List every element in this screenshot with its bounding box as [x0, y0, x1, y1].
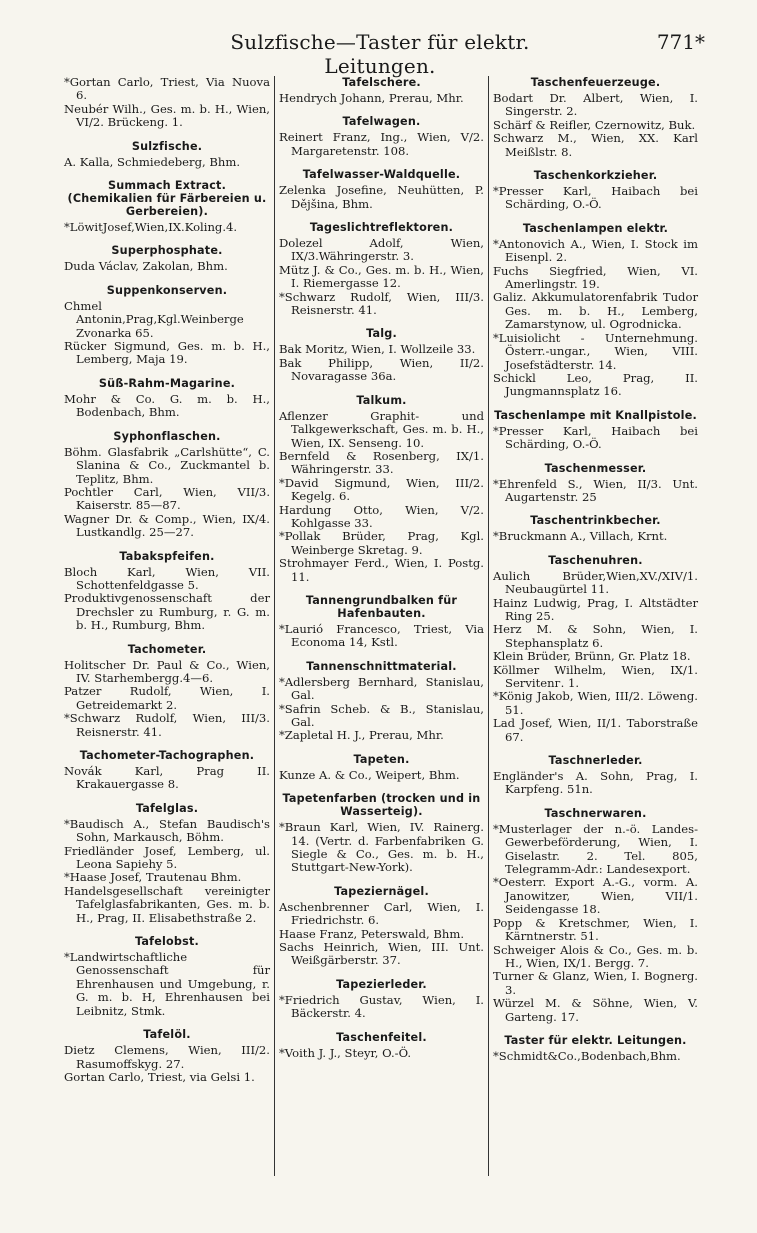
directory-entry: *Pollak Brüder, Prag, Kgl. Weinberge Skretag. 9. [279, 529, 484, 557]
directory-entry: *Bruckmann A., Villach, Krnt. [493, 529, 668, 544]
directory-entry: Schwarz M., Wien, XX. Karl Meißlstr. 8. [493, 131, 698, 159]
directory-entry: Chmel Antonin,Prag,Kgl.Weinberge Zvonarka 65. [64, 298, 244, 340]
category-heading: Taschnerleder. [548, 754, 643, 768]
directory-entry: *Schwarz Rudolf, Wien, III/3. Reisnerstr. 41. [64, 711, 270, 739]
category-heading: Tafelglas. [135, 801, 199, 815]
directory-entry: Patzer Rudolf, Wien, I. Getreidemarkt 2. [64, 684, 270, 712]
directory-entry: Engländer's A. Sohn, Prag, I. Karpfeng. 51n. [493, 769, 698, 797]
directory-entry: *Haase Josef, Trautenau Bhm. [64, 870, 242, 885]
category-heading: Süß-Rahm-Magarine. [98, 376, 236, 390]
directory-entry: Rücker Sigmund, Ges. m. b. H., Lemberg, Maja 19. [64, 339, 270, 367]
category-heading: Suppenkonserven. [106, 283, 228, 297]
directory-entry: Klein Brüder, Brünn, Gr. Platz 18. [493, 649, 691, 664]
directory-entry: Wagner Dr. & Comp., Wien, IX/4. Lustkandlg. 25—27. [64, 511, 270, 540]
category-heading: Talg. [366, 327, 397, 341]
category-heading: Tapeten. [353, 752, 410, 766]
directory-entry: Bernfeld & Rosenberg, IX/1. Währingerstr. 33. [279, 448, 484, 477]
directory-entry: Böhm. Glasfabrik „Carlshütte“, C. Slanina & Co., Zuckmantel b. Teplitz, Bhm. [64, 444, 270, 486]
category-heading: Summach Extract. (Chemikalien für Färbereien u. Gerbereien). [67, 179, 267, 219]
directory-entry: Mohr & Co. G. m. b. H., Bodenbach, Bhm. [64, 391, 270, 420]
directory-entry: *Laurió Francesco, Triest, Via Economa 14, Kstl. [279, 621, 484, 650]
directory-entry: *Antonovich A., Wien, I. Stock im Eisenpl. 2. [493, 236, 698, 265]
category-heading: Tabakspfeifen. [119, 549, 215, 563]
directory-entry: Popp & Kretschmer, Wien, I. Kärntnerstr. 51. [493, 915, 698, 944]
directory-entry: Mütz J. & Co., Ges. m. b. H., Wien, I. Riemergasse 12. [279, 262, 484, 291]
category-heading: Taster für elektr. Leitungen. [504, 1033, 687, 1047]
directory-entry: *Landwirtschaftliche Genossenschaft für Ehrenhausen und Umgebung, r. G. m. b. H, Ehrenhausen bei Leibnitz, Stmk. [64, 950, 270, 1018]
directory-entry: Zelenka Josefine, Neuhütten, P. Dějšina, Bhm. [279, 183, 484, 211]
directory-entry: Turner & Glanz, Wien, I. Bognerg. 3. [493, 969, 698, 997]
column-middle [274, 76, 488, 1176]
directory-columns [60, 76, 702, 1176]
directory-entry: Würzel M. & Söhne, Wien, V. Garteng. 17. [493, 996, 698, 1024]
directory-entry: Strohmayer Ferd., Wien, I. Postg. 11. [279, 556, 484, 584]
directory-entry: Galiz. Akkumulatorenfabrik Tudor Ges. m. b. H., Lemberg, Zamarstynow, ul. Ogrodnicka. [493, 290, 698, 332]
directory-entry: *Safrin Scheb. & B., Stanislau, Gal. [279, 701, 484, 729]
directory-entry: Holitscher Dr. Paul & Co., Wien, IV. Starhembergg.4—6. [64, 657, 270, 685]
directory-entry: Pochtler Carl, Wien, VII/3. Kaiserstr. 85—87. [64, 484, 270, 513]
category-heading: Tachometer-Tachographen. [79, 749, 255, 762]
category-heading: Syphonflaschen. [113, 429, 221, 443]
directory-entry: *David Sigmund, Wien, III/2. Kegelg. 6. [279, 475, 484, 504]
directory-entry: Friedländer Josef, Lemberg, ul. Leona Sapiehy 5. [64, 843, 270, 872]
page-number: 771* [656, 30, 705, 54]
directory-entry: Duda Václav, Zakolan, Bhm. [64, 259, 228, 274]
category-heading: Taschenuhren. [548, 553, 643, 567]
directory-entry: Dolezel Adolf, Wien, IX/3.Währingerstr. 3. [279, 236, 484, 264]
category-heading: Taschenmesser. [544, 461, 647, 475]
category-heading: Tachometer. [127, 642, 207, 656]
column-left [60, 76, 274, 1176]
directory-entry: *Voith J. J., Steyr, O.-Ö. [279, 1045, 412, 1060]
directory-entry: Herz M. & Sohn, Wien, I. Stephansplatz 6. [493, 622, 698, 650]
directory-entry: Hardung Otto, Wien, V/2. Kohlgasse 33. [279, 502, 484, 530]
directory-entry: *Baudisch A., Stefan Baudisch's Sohn, Markausch, Böhm. [64, 816, 270, 845]
directory-entry: *Schwarz Rudolf, Wien, III/3. Reisnerstr. 41. [279, 289, 484, 318]
category-heading: Tafelobst. [135, 935, 199, 949]
directory-entry: *Friedrich Gustav, Wien, I. Bäckerstr. 4. [279, 992, 484, 1021]
directory-entry: Schärf & Reifler, Czernowitz, Buk. [493, 117, 696, 132]
directory-entry: *Gortan Carlo, Triest, Via Nuova 6. [64, 75, 270, 103]
directory-entry: Köllmer Wilhelm, Wien, IX/1. Servitenг. 1. [493, 662, 698, 690]
directory-entry: Neubér Wilh., Ges. m. b. H., Wien, VI/2. Brückeng. 1. [64, 101, 270, 130]
category-heading: Taschenkorkzieher. [533, 169, 658, 183]
category-heading: Taschenlampe mit Knallpistole. [494, 408, 697, 422]
directory-entry: Produktivgenossenschaft der Drechsler zu Rumburg, r. G. m. b. H., Rumburg, Bhm. [64, 591, 270, 633]
category-heading: Tapeziernägel. [334, 884, 429, 898]
category-heading: Tafelwagen. [342, 115, 421, 129]
directory-entry: Aflenzer Graphit- und Talkgewerkschaft, Ges. m. b. H., Wien, IX. Senseng. 10. [279, 408, 484, 450]
directory-entry: *Luisiolicht - Unternehmung. Österr.-ungar., Wien, VIII. Josefstädterstr. 14. [493, 330, 698, 372]
directory-entry: Bak Philipp, Wien, II/2. Novaragasse 36a. [279, 355, 484, 384]
category-heading: Tannenschnittmaterial. [306, 659, 457, 673]
directory-entry: *Braun Karl, Wien, IV. Rainerg. 14. (Vertr. d. Farbenfabriken G. Siegle & Co., Ges. m. b. H., Stuttgart-New-York). [279, 820, 484, 875]
category-heading: Tafelwasser-Waldquelle. [302, 168, 461, 182]
directory-entry: *Presser Karl, Haibach bei Schärding, O.-Ö. [493, 184, 698, 212]
directory-entry: Handelsgesellschaft vereinigter Tafelglasfabrikanten, Ges. m. b. H., Prag, II. Elisabethstraße 2. [64, 883, 270, 925]
page-header [0, 30, 757, 78]
directory-entry: Hainz Ludwig, Prag, I. Altstädter Ring 25. [493, 595, 698, 623]
directory-entry: Sachs Heinrich, Wien, III. Unt. Weißgärberstr. 37. [279, 940, 484, 968]
running-title: Sulzfische—Taster für elektr. Leitungen. [230, 30, 530, 78]
category-heading: Tafelöl. [143, 1028, 191, 1042]
category-heading: Sulzfische. [131, 139, 203, 153]
column-right [488, 76, 702, 1176]
directory-entry: Kunze A. & Co., Weipert, Bhm. [279, 767, 460, 782]
directory-entry: Aschenbrenner Carl, Wien, I. Friedrichstr. 6. [279, 899, 484, 928]
category-heading: Taschenfeitel. [336, 1030, 427, 1044]
directory-entry: Hendrych Johann, Prerau, Mhr. [279, 91, 464, 105]
category-heading: Taschenlampen elektr. [522, 221, 669, 235]
directory-entry: Schickl Leo, Prag, II. Jungmannsplatz 16. [493, 370, 698, 399]
directory-entry: *Zapletal H. J., Prerau, Mhr. [279, 728, 444, 743]
directory-entry: Haase Franz, Peterswald, Bhm. [279, 926, 465, 941]
directory-entry: *König Jakob, Wien, III/2. Löweng. 51. [493, 689, 698, 717]
directory-entry: Reinert Franz, Ing., Wien, V/2. Margaretenstr. 108. [279, 130, 484, 158]
category-heading: Tannengrundbalken für Hafenbauten. [305, 593, 458, 620]
directory-entry: *Adlersberg Bernhard, Stanislau, Gal. [279, 674, 484, 703]
directory-entry: *Ehrenfeld S., Wien, II/3. Unt. Augartenstr. 25 [493, 476, 698, 504]
directory-entry: Bak Moritz, Wien, I. Wollzeile 33. [279, 342, 476, 357]
directory-entry: Bloch Karl, Wien, VII. Schottenfeldgasse 5. [64, 564, 270, 592]
category-heading: Tageslichtreflektoren. [309, 221, 454, 235]
directory-entry: *Oesterr. Export A.-G., vorm. A. Janowitzer, Wien, VII/1. Seidengasse 18. [493, 875, 698, 917]
directory-entry: Fuchs Siegfried, Wien, VI. Amerlingstr. 19. [493, 263, 698, 292]
category-heading: Tapezierleder. [336, 977, 427, 991]
directory-entry: Gortan Carlo, Triest, via Gelsi 1. [64, 1069, 255, 1084]
directory-entry: *Musterlager der n.-ö. Landes-Gewerbeförderung, Wien, I. Giselastr. 2. Tel. 805, Telegramm-Adr.: Landesexport. [493, 821, 698, 877]
directory-entry: Novák Karl, Prag II. Krakauergasse 8. [64, 764, 270, 792]
directory-entry: *Presser Karl, Haibach bei Schärding, O.-Ö. [493, 423, 698, 452]
category-heading: Tafelschere. [342, 76, 421, 89]
category-heading: Taschnerwaren. [544, 806, 647, 820]
directory-entry: Aulich Brüder,Wien,XV./XIV/1. Neubaugürtel 11. [493, 568, 698, 597]
category-heading: Talkum. [356, 393, 407, 407]
directory-entry: A. Kalla, Schmiedeberg, Bhm. [64, 154, 241, 169]
category-heading: Taschentrinkbecher. [530, 514, 661, 528]
directory-entry: Dietz Clemens, Wien, III/2. Rasumoffskyg. 27. [64, 1043, 270, 1071]
category-heading: Taschenfeuerzeuge. [530, 76, 661, 89]
directory-entry: Schweiger Alois & Co., Ges. m. b. H., Wien, IX/1. Bergg. 7. [493, 942, 698, 970]
directory-entry: Bodart Dr. Albert, Wien, I. Singerstr. 2. [493, 91, 698, 119]
directory-entry: *Schmidt&Co.,Bodenbach,Bhm. [493, 1048, 681, 1063]
directory-entry: *LöwitJosef,Wien,IX.Koling.4. [64, 220, 238, 235]
directory-entry: Lad Josef, Wien, II/1. Taborstraße 67. [493, 716, 698, 744]
category-heading: Superphosphate. [111, 244, 223, 258]
category-heading: Tapetenfarben (trocken und in Wasserteig). [282, 792, 481, 819]
